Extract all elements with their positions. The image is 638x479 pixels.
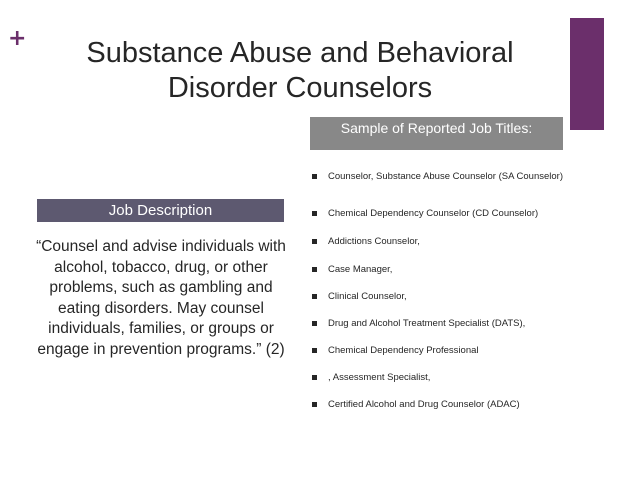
job-description-quote: “Counsel and advise individuals with alcohol, tobacco, drug, or other problems, such as gambling and eating disorders. May counsel individuals, families, or groups or engage in prevention programs.” (2) [36, 238, 286, 358]
bullet-icon [312, 321, 317, 326]
job-title-text: Clinical Counselor, [328, 291, 407, 302]
job-titles-header-label: Sample of Reported Job Titles: [340, 119, 533, 136]
bullet-icon [312, 174, 317, 179]
bullet-icon [312, 239, 317, 244]
job-title-item [312, 346, 572, 357]
job-title-text: Certified Alcohol and Drug Counselor (ADAC) [328, 399, 520, 410]
bullet-icon [312, 402, 317, 407]
plus-icon: + [8, 26, 27, 51]
job-title-text: Addictions Counselor, [328, 236, 420, 247]
job-title-item [312, 373, 572, 384]
bullet-icon [312, 211, 317, 216]
job-description-header [37, 199, 284, 222]
bullet-icon [312, 375, 317, 380]
job-title-item [312, 209, 572, 220]
bullet-icon [312, 294, 317, 299]
job-title-item [312, 172, 572, 183]
slide-title-line2: Disorder Counselors [167, 72, 433, 104]
job-title-item [312, 292, 572, 303]
job-title-text: Drug and Alcohol Treatment Specialist (DATS), [328, 318, 526, 329]
job-title-text: Chemical Dependency Counselor (CD Counselor) [328, 208, 539, 219]
job-title-item [312, 319, 572, 330]
job-title-item [312, 400, 572, 411]
job-title-text: Case Manager, [328, 264, 393, 275]
slide-title-line1: Substance Abuse and Behavioral [86, 37, 514, 69]
job-title-text: Counselor, Substance Abuse Counselor (SA Counselor) [328, 171, 563, 182]
corner-accent-bar [570, 18, 604, 130]
slide-title [40, 36, 560, 106]
job-title-text: , Assessment Specialist, [328, 372, 431, 383]
job-title-item [312, 265, 572, 276]
job-title-text: Chemical Dependency Professional [328, 345, 479, 356]
bullet-icon [312, 267, 317, 272]
job-title-item [312, 237, 572, 248]
job-titles-header [310, 117, 563, 150]
bullet-icon [312, 348, 317, 353]
job-description-header-label: Job Description [108, 202, 213, 219]
